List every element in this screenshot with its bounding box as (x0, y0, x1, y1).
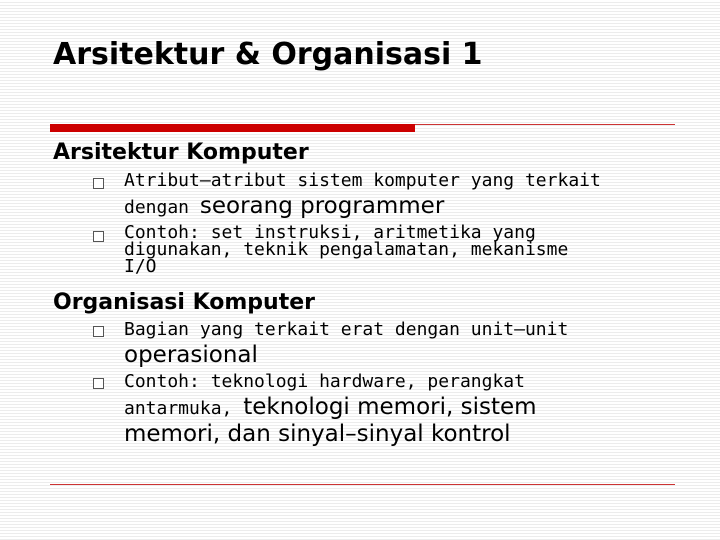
bullet-text-small: dengan (124, 197, 200, 218)
bullet-text-line: Atribut–atribut sistem komputer yang terkait (124, 170, 601, 191)
square-bullet-icon (93, 378, 104, 389)
bullet-text-line (124, 191, 684, 223)
section-heading-arsitektur: Arsitektur Komputer (53, 140, 309, 165)
bottom-divider-line (50, 484, 675, 485)
bullet-text-line: Contoh: set instruksi, aritmetika yang (124, 222, 536, 243)
bullet-text-line: I/O (124, 256, 157, 277)
section-heading-organisasi: Organisasi Komputer (53, 290, 315, 315)
bullet-item-atribut (124, 171, 684, 223)
bullet-text-small: antarmuka, (124, 398, 244, 419)
bullet-text-line (124, 392, 684, 424)
bullet-text-line: Contoh: teknologi hardware, perangkat (124, 371, 525, 392)
title-divider-line (415, 124, 675, 125)
bullet-text-large: teknologi memori, sistem (243, 394, 537, 420)
bullet-item-contoh-arsitektur (124, 224, 684, 275)
bullet-text-large: memori, dan sinyal–sinyal kontrol (124, 421, 511, 447)
bullet-item-contoh-organisasi (124, 371, 684, 447)
square-bullet-icon (93, 178, 104, 189)
title-accent-bar (50, 124, 415, 132)
bullet-text-large: seorang programmer (199, 193, 445, 219)
slide-title: Arsitektur & Organisasi 1 (53, 37, 483, 72)
bullet-item-bagian (124, 320, 684, 370)
square-bullet-icon (93, 326, 104, 337)
square-bullet-icon (93, 231, 104, 242)
bullet-text-line: Bagian yang terkait erat dengan unit–unit (124, 319, 569, 340)
bullet-text-line: digunakan, teknik pengalamatan, mekanisme (124, 239, 569, 260)
bullet-text-large: operasional (124, 342, 258, 368)
